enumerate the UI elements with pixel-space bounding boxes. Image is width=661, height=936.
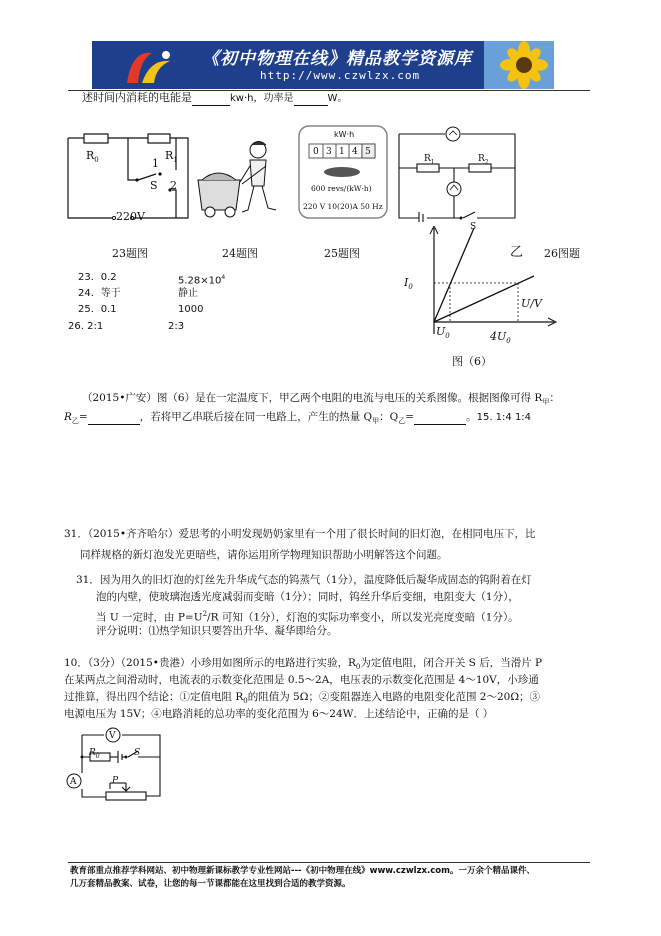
meter-digit: 0 — [313, 147, 319, 157]
fig10-p-label: P — [112, 776, 119, 786]
q31-answer-line4: 评分说明：⑴热学知识只要答出升华、凝华即给分。 — [96, 625, 338, 637]
sunflower-icon — [484, 41, 554, 89]
fig23-r0-label: $R_0$ — [86, 149, 99, 165]
fig10-r0-label: $R_0$ — [89, 748, 100, 760]
meter-unit: kW·h — [334, 130, 355, 139]
fig26-s-label: S — [470, 222, 477, 232]
answer-row: 25．0.1 — [78, 304, 117, 315]
graph6-iu-plot — [420, 226, 560, 338]
graph6-4u0-label: $4U_0$ — [490, 330, 511, 346]
q10-line4: 电源电压为 15V；④电路消耗的总功率的变化范围为 6～24W．上述结论中，正确的是（ ） — [64, 708, 494, 720]
banner-url: http://www.czwlzx.com — [260, 69, 421, 82]
meter-digit: 5 — [365, 147, 371, 157]
graph6-u0-label: $U_0$ — [436, 325, 450, 341]
answer-value: $5.28\times 10^4$ — [178, 274, 226, 287]
fig-label-25: 25题图 — [324, 247, 360, 260]
graph6-caption: 图（6） — [452, 355, 492, 368]
answer-row: 26. 2:1 — [68, 321, 104, 332]
fig10-s-label: S — [134, 748, 141, 758]
q22-unit: kw·h，功率是 — [230, 93, 294, 104]
answer-row: 23．0.2 — [78, 272, 117, 283]
q22-text: 述时间内消耗的电能是 — [82, 91, 192, 104]
fig26-r2-label: $R_2$ — [478, 154, 489, 166]
q10-line3: 过推算，得出四个结论：①定值电阻 $R_0$的阻值为 5Ω；②变阻器连入电路的电阻变化范围 2～20Ω；③ — [64, 691, 541, 706]
q10-line2: 在某两点之间滑动时，电流表的示数变化范围是 0.5～2A，电压表的示数变化范围是 4～10V，小珍通 — [64, 674, 539, 686]
fig-label-23: 23题图 — [112, 247, 148, 260]
logo-icon — [122, 45, 182, 85]
fig23-s-label: S — [150, 179, 158, 192]
header-banner — [92, 41, 554, 89]
fig26-circuit — [397, 126, 519, 222]
fig26-r1-label: $R_1$ — [424, 154, 435, 166]
meter-digit: 3 — [326, 147, 332, 157]
answer-blank — [192, 91, 230, 106]
fig24-cart-illustration — [196, 136, 280, 218]
fig-label-26: 26图题 — [544, 247, 580, 260]
answer-value: 1000 — [178, 304, 204, 315]
q10-line1: 10．（3分）（2015•贵港）小珍用如图所示的电路进行实验，$R_0$为定值电阻，闭合开关 S 后，当滑片 P — [64, 657, 543, 672]
q15-line2: $R_乙=$ ，若将甲乙串联后接在同一电路上，产生的热量 $Q_甲$：$Q_乙=$ 。15. 1:4 1:4 — [64, 411, 532, 426]
q22-unit-w: W。 — [327, 93, 348, 104]
answer-value: 静止 — [178, 288, 198, 299]
meter-digit: 4 — [352, 147, 358, 157]
fig23-n1-label: 1 — [152, 157, 159, 170]
fig-label-24: 24题图 — [222, 247, 258, 260]
banner-title: 《初中物理在线》精品教学资源库 — [202, 49, 472, 69]
graph6-yi-label: 乙 — [510, 245, 524, 260]
graph6-i0-label: $I_0$ — [404, 276, 413, 292]
meter-revs: 600 revs/(kW·h) — [311, 184, 372, 193]
footer-rule — [68, 862, 590, 863]
q31-answer-line2: 泡的内壁，使玻璃泡透光度减弱而变暗（1分）；同时，钨丝升华后变细，电阻变大（1分）， — [96, 591, 519, 603]
meter-spec: 220 V 10(20)A 50 Hz — [303, 202, 383, 211]
q31-answer-line1: 31．因为用久的旧灯泡的灯丝先升华成气态的钨蒸气（1分），温度降低后凝华成固态的钨附着在灯 — [76, 574, 532, 586]
answer-blank — [294, 91, 328, 106]
fig23-n2-label: 2 — [170, 179, 177, 192]
q31-line1: 31．（2015•齐齐哈尔）爱思考的小明发现奶奶家里有一个用了很长时间的旧灯泡，在相同电压下，比 — [64, 528, 536, 540]
fig10-a-label: A — [70, 777, 77, 787]
graph6-u-axis-label: U/V — [521, 297, 542, 310]
footer-line2: 几万套精品教案、试卷，让您的每一节课都能在这里找到合适的教学资源。 — [70, 879, 351, 889]
fig23-voltage-label: 220V — [116, 210, 145, 223]
fig10-v-label: V — [109, 731, 116, 741]
line-jia — [434, 228, 474, 322]
footer-line1: 教育部重点推荐学科网站、初中物理新课标教学专业性网站---《初中物理在线》www.czwlzx.com。一万余个精品课件、 — [70, 866, 535, 876]
q15-line1: （2015•广安）图（6）是在一定温度下，甲乙两个电阻的电流与电压的关系图像。根据图像可得 $R_甲$： — [82, 392, 560, 407]
fig23-r1-label: $R_1$ — [165, 149, 178, 165]
q31-line2: 同样规格的新灯泡发光更暗些，请你运用所学物理知识帮助小明解答这个问题。 — [80, 549, 448, 561]
answer-value: 2:3 — [168, 321, 185, 332]
meter-digit: 1 — [339, 147, 345, 157]
q22-tail — [82, 91, 347, 106]
q31-answer-line3: 当 U 一定时，由 $P=U^2/R$ 可知（1分），灯泡的实际功率变小，所以发光亮度变暗（1分）。 — [96, 610, 519, 624]
answer-row: 24．等于 — [78, 288, 121, 299]
